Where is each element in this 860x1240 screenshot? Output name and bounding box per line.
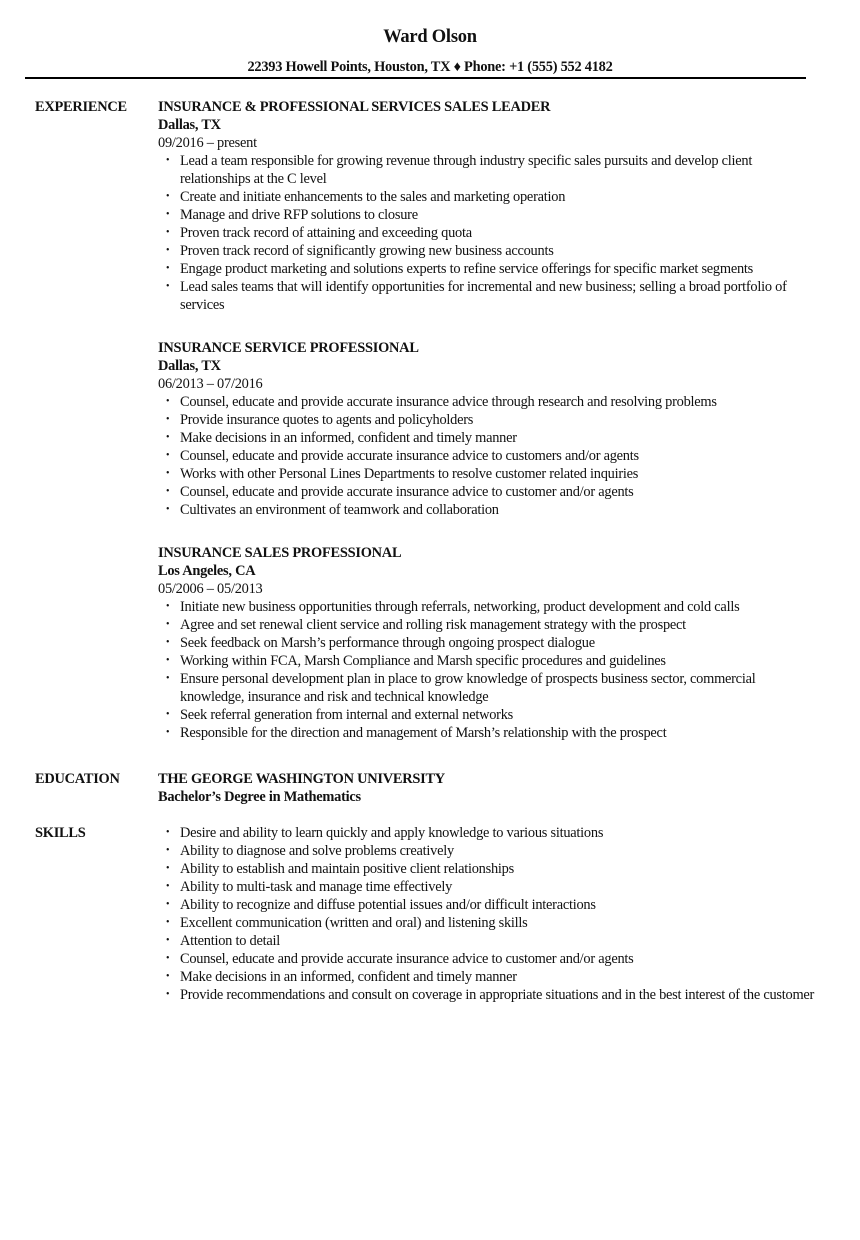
bullet-icon: • [166,971,170,982]
list-item [158,968,818,986]
bullet-icon: • [166,281,170,292]
skills-list [158,824,818,1004]
list-item [158,483,818,501]
bullet-icon: • [166,263,170,274]
list-item [158,724,818,742]
bullet-text: Ability to diagnose and solve problems creatively [180,843,454,859]
bullet-text: Cultivates an environment of teamwork and collaboration [180,502,499,518]
degree: Bachelor’s Degree in Mathematics [158,789,361,805]
bullet-icon: • [166,845,170,856]
bullet-text: Responsible for the direction and management of Marsh’s relationship with the prospect [180,725,667,741]
bullet-text: Make decisions in an informed, confident and timely manner [180,969,517,985]
bullet-text: Working within FCA, Marsh Compliance and Marsh specific procedures and guidelines [180,653,666,669]
list-item [158,206,818,224]
bullet-icon: • [166,917,170,928]
list-item [158,465,818,483]
list-item [158,152,818,188]
job-location: Los Angeles, CA [158,563,256,579]
bullet-icon: • [166,655,170,666]
list-item [158,634,818,652]
skills-section [0,824,860,1004]
list-item [158,670,818,706]
list-item [158,914,818,932]
list-item [158,393,818,411]
job-title: INSURANCE SERVICE PROFESSIONAL [158,340,419,356]
header-divider [25,77,806,79]
section-label: SKILLS [35,825,86,841]
bullet-icon: • [166,432,170,443]
job-location: Dallas, TX [158,117,221,133]
bullet-text: Attention to detail [180,933,280,949]
jobs-list [158,98,818,742]
bullet-text: Counsel, educate and provide accurate insurance advice through research and resolving problems [180,394,717,410]
bullet-icon: • [166,827,170,838]
list-item [158,950,818,968]
bullet-text: Counsel, educate and provide accurate insurance advice to customers and/or agents [180,448,639,464]
resume-name: Ward Olson [383,27,477,47]
list-item [158,188,818,206]
list-item [158,652,818,670]
job-title: INSURANCE SALES PROFESSIONAL [158,545,402,561]
job-location: Dallas, TX [158,358,221,374]
bullet-icon: • [166,191,170,202]
bullet-icon: • [166,619,170,630]
bullet-icon: • [166,209,170,220]
bullet-icon: • [166,468,170,479]
job-dates: 09/2016 – present [158,135,257,151]
job-title: INSURANCE & PROFESSIONAL SERVICES SALES LEADER [158,99,551,115]
bullet-icon: • [166,953,170,964]
bullet-text: Proven track record of significantly growing new business accounts [180,243,554,259]
list-item [158,242,818,260]
bullet-icon: • [166,899,170,910]
resume-body [0,98,860,1004]
list-item [158,616,818,634]
school-name: THE GEORGE WASHINGTON UNIVERSITY [158,771,445,787]
bullet-text: Provide insurance quotes to agents and policyholders [180,412,474,428]
bullet-icon: • [166,486,170,497]
list-item [158,501,818,519]
bullet-icon: • [166,245,170,256]
bullet-icon: • [166,863,170,874]
bullet-text: Seek referral generation from internal and external networks [180,707,514,723]
bullet-icon: • [166,227,170,238]
bullet-icon: • [166,637,170,648]
list-item [158,447,818,465]
job-dates: 06/2013 – 07/2016 [158,376,263,392]
list-item [158,860,818,878]
bullet-icon: • [166,881,170,892]
bullet-icon: • [166,504,170,515]
bullet-text: Ability to recognize and diffuse potential issues and/or difficult interactions [180,897,596,913]
job-bullets [158,152,818,314]
list-item [158,429,818,447]
job-bullets [158,598,818,742]
bullet-text: Lead a team responsible for growing revenue through industry specific sales pursuits and develop client relationships at the C level [180,153,753,187]
bullet-text: Ability to establish and maintain positive client relationships [180,861,514,877]
bullet-text: Create and initiate enhancements to the sales and marketing operation [180,189,566,205]
bullet-text: Make decisions in an informed, confident and timely manner [180,430,517,446]
list-item [158,896,818,914]
list-item [158,932,818,950]
bullet-text: Ability to multi-task and manage time effectively [180,879,453,895]
bullet-icon: • [166,155,170,166]
list-item [158,598,818,616]
bullet-text: Initiate new business opportunities through referrals, networking, product development and cold calls [180,599,740,615]
list-item [158,706,818,724]
bullet-text: Counsel, educate and provide accurate insurance advice to customer and/or agents [180,951,634,967]
list-item [158,986,818,1004]
contact-line: 22393 Howell Points, Houston, TX ♦ Phone: +1 (555) 552 4182 [247,59,613,75]
bullet-text: Works with other Personal Lines Departments to resolve customer related inquiries [180,466,639,482]
section-label: EXPERIENCE [35,99,127,115]
bullet-icon: • [166,414,170,425]
bullet-text: Agree and set renewal client service and rolling risk management strategy with the prospect [180,617,686,633]
bullet-text: Excellent communication (written and oral) and listening skills [180,915,528,931]
bullet-text: Proven track record of attaining and exceeding quota [180,225,472,241]
experience-section [0,98,860,742]
education-section [0,770,860,806]
bullet-text: Engage product marketing and solutions experts to refine service offerings for specific market segments [180,261,753,277]
bullet-text: Provide recommendations and consult on coverage in appropriate situations and in the best interest of the customer [180,987,815,1003]
list-item [158,224,818,242]
bullet-icon: • [166,396,170,407]
list-item [158,842,818,860]
bullet-icon: • [166,601,170,612]
list-item [158,278,818,314]
bullet-icon: • [166,450,170,461]
job-dates: 05/2006 – 05/2013 [158,581,263,597]
bullet-text: Seek feedback on Marsh’s performance through ongoing prospect dialogue [180,635,595,651]
bullet-text: Desire and ability to learn quickly and apply knowledge to various situations [180,825,604,841]
bullet-text: Lead sales teams that will identify opportunities for incremental and new business; selling a broad portfolio of services [180,279,787,313]
bullet-icon: • [166,935,170,946]
job-entry [158,339,818,519]
list-item [158,411,818,429]
bullet-icon: • [166,673,170,684]
bullet-text: Manage and drive RFP solutions to closure [180,207,418,223]
section-label: EDUCATION [35,771,120,787]
job-entry [158,98,818,314]
bullet-icon: • [166,989,170,1000]
job-bullets [158,393,818,519]
bullet-text: Counsel, educate and provide accurate insurance advice to customer and/or agents [180,484,634,500]
list-item [158,878,818,896]
list-item [158,260,818,278]
bullet-icon: • [166,727,170,738]
list-item [158,824,818,842]
job-entry [158,544,818,742]
bullet-text: Ensure personal development plan in place to grow knowledge of prospects business sector, commercial knowledge, insurance and risk and technical knowledge [180,671,756,705]
bullet-icon: • [166,709,170,720]
